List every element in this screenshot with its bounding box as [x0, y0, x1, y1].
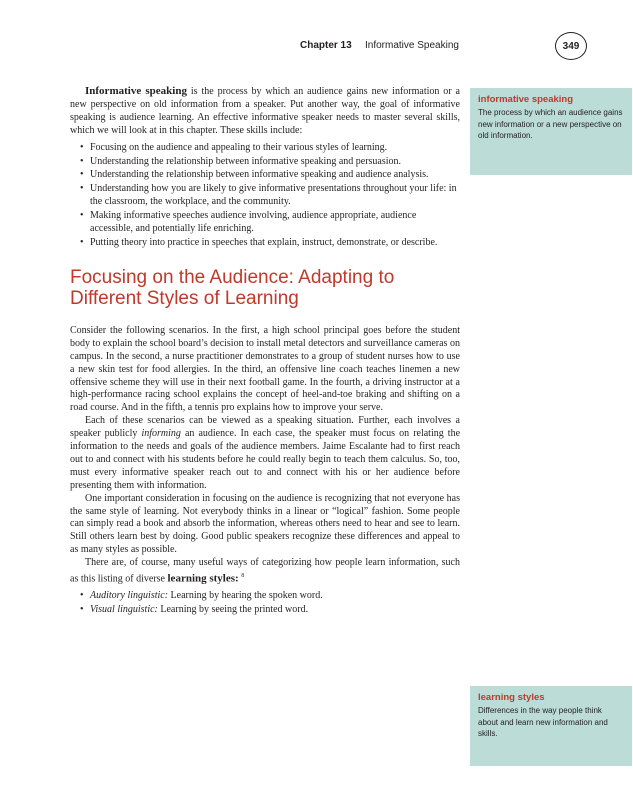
page-number: 349: [555, 32, 587, 60]
emphasis-informing: informing: [141, 428, 181, 440]
list-item: [70, 590, 460, 603]
glossary-definition: Differences in the way people think about and learn new information and skills.: [478, 706, 608, 738]
intro-paragraph: [70, 85, 460, 138]
list-item: • Understanding how you are likely to give informative presentations throughout your life: in the classroom, the workplace, and the community.: [70, 183, 460, 209]
running-header: [300, 38, 600, 58]
style-text: Learning by hearing the spoken word.: [168, 590, 323, 602]
key-term-informative-speaking: Informative speaking: [85, 85, 187, 97]
body-paragraph: [70, 557, 460, 586]
body-paragraph: [70, 415, 460, 492]
style-label: Auditory linguistic:: [90, 590, 169, 602]
glossary-box-informative-speaking: [470, 88, 632, 175]
glossary-term: informative speaking: [478, 94, 574, 105]
key-term-learning-styles: learning styles:: [167, 572, 239, 585]
list-item: • Making informative speeches audience involving, audience appropriate, audience accessible, and potentially life enriching.: [70, 210, 460, 236]
section-heading: Focusing on the Audience: Adapting to Different Styles of Learning: [70, 266, 395, 309]
chapter-title: Informative Speaking: [365, 40, 459, 51]
list-item: • Understanding the relationship between informative speaking and persuasion.: [70, 156, 460, 169]
style-text: Learning by seeing the printed word.: [157, 604, 309, 616]
list-item: • Focusing on the audience and appealing to their various styles of learning.: [70, 142, 460, 155]
learning-styles-list: [70, 590, 460, 617]
body-paragraph: One important consideration in focusing on the audience is recognizing that not everyone has the same style of learning. Not everybody thinks in a linear or “logical” fashion. Some people can simply read a book and absorb the information, whereas others need to hear and see to learn. Still others learn best by doing. Good public speakers recognize these differences and appeal to as many styles as possible.: [70, 492, 460, 556]
skills-list: [70, 142, 460, 250]
glossary-box-learning-styles: [470, 686, 632, 766]
paragraph-text: Each of these scenarios can be viewed as a speaking situation. Further, each involves a speaker publicly: [70, 415, 460, 440]
intro-text: is the process by which an audience gains new information or a new perspective on old information from a speaker. Put another way, the goal of informative speaking is audience learning. An effective informative speaker needs to master several skills, which we will look at in this chapter. These skills include:: [70, 86, 460, 136]
body-paragraph: Consider the following scenarios. In the first, a high school principal goes before the student body to explain the school board’s decision to install metal detectors and surveillance cameras on campus. In the second, a nurse practitioner demonstrates to a group of student nurses how to use a new skin test for food allergies. In the third, an offensive line coach teaches linemen a new offensive scheme they will use in their next football game. In the fourth, a driving instructor at a high-performance racing school explains the concept of heel-and-toe braking and shifting on a road course. And in the fifth, a tennis pro explains how to improve your serve.: [70, 324, 460, 414]
style-label: Visual linguistic:: [90, 604, 158, 616]
list-item: • Putting theory into practice in speeches that explain, instruct, demonstrate, or describe.: [70, 237, 460, 250]
glossary-term: learning styles: [478, 692, 545, 703]
list-item: • Understanding the relationship between informative speaking and audience analysis.: [70, 169, 460, 182]
footnote-marker: 8: [241, 573, 245, 580]
paragraph-text: There are, of course, many useful ways of categorizing how people learn information, such as this listing of diverse: [70, 557, 460, 585]
chapter-number: Chapter 13: [300, 40, 352, 51]
glossary-definition: The process by which an audience gains new information or a new perspective on old information.: [478, 108, 623, 140]
paragraph-text: an audience. In each case, the speaker must focus on relating the information to the needs and goals of the audience members. Jaime Escalante had to first reach out to and connect with his students before he could really begin to teach them calculus. So, too, must every informative speaker reach out to and connect with his or her audience before presenting them with information.: [70, 428, 461, 491]
main-text-column: [70, 85, 460, 618]
list-item: [70, 604, 460, 617]
